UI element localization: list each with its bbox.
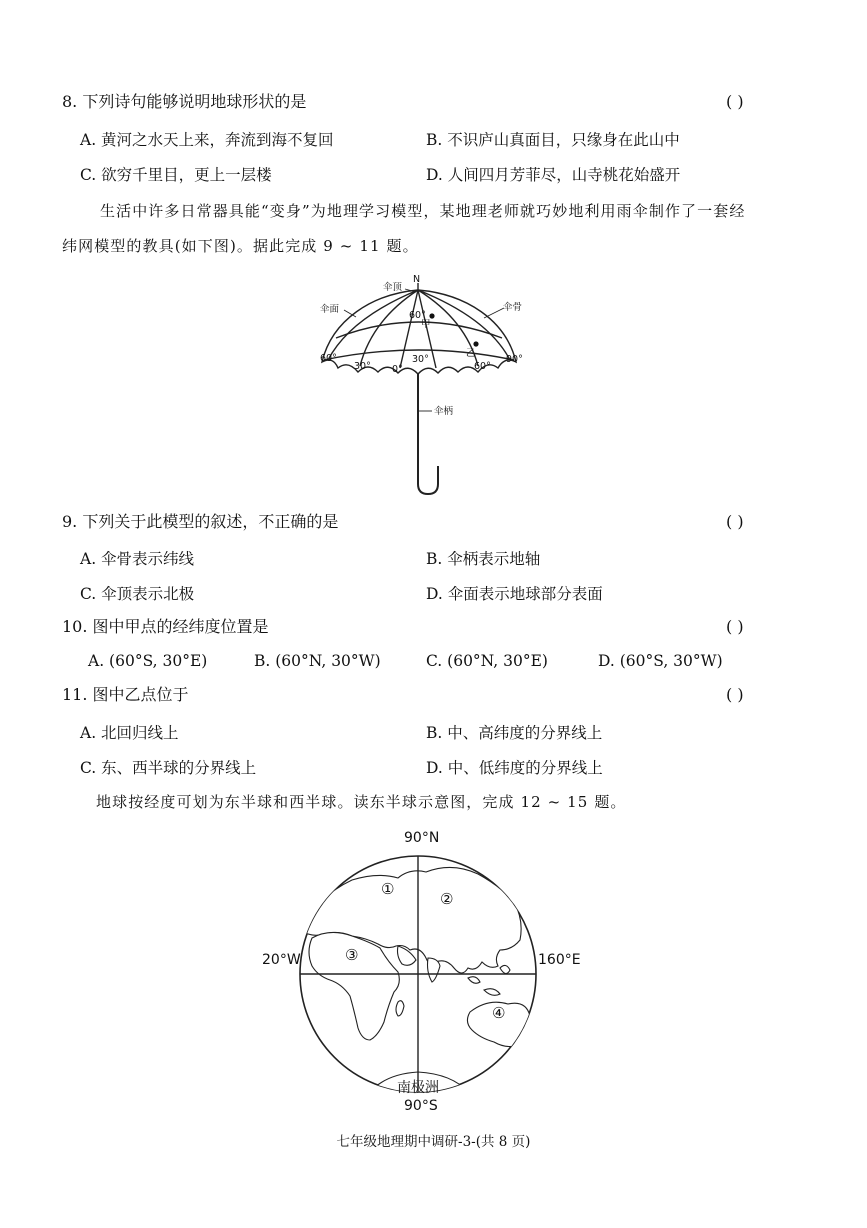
question-8-answer-bracket[interactable]: ( )	[726, 92, 744, 111]
north-pole-label: 90°N	[404, 830, 440, 846]
page-footer: 七年级地理期中调研-3-(共 8 页)	[336, 1134, 531, 1150]
question-9-answer-bracket[interactable]: ( )	[726, 512, 744, 531]
umbrella-hook	[418, 462, 438, 494]
region-marker-3: ③	[345, 946, 359, 964]
umbrella-rib-label: 伞骨	[503, 302, 523, 313]
question-10-option-d[interactable]: D. (60°S, 30°W)	[598, 652, 723, 670]
umbrella-handle-label: 伞柄	[434, 406, 454, 417]
west-20-label: 20°W	[262, 952, 301, 968]
umbrella-graticule-figure	[300, 265, 550, 500]
question-8-option-c[interactable]: C. 欲穷千里目，更上一层楼	[80, 166, 272, 184]
question-11-stem: 11. 图中乙点位于	[62, 685, 189, 704]
india-landmass	[428, 958, 441, 982]
question-10-option-a[interactable]: A. (60°S, 30°E)	[88, 652, 208, 670]
question-8-stem: 8. 下列诗句能够说明地球形状的是	[62, 92, 307, 111]
question-11-option-c[interactable]: C. 东、西半球的分界线上	[80, 759, 257, 777]
latitude-60-label: 60°	[409, 310, 426, 321]
point-jia	[429, 313, 434, 318]
point-jia-label: 甲	[421, 319, 431, 330]
longitude-60e-label: 60°	[474, 361, 491, 372]
longitude-90e-label: 90°	[506, 354, 523, 365]
intro-paragraph-line-2: 纬网模型的教具(如下图)。据此完成 9 ~ 11 题。	[62, 237, 419, 255]
question-9-option-d[interactable]: D. 伞面表示地球部分表面	[426, 585, 603, 603]
longitude-30e-label: 30°	[412, 354, 429, 365]
question-10-option-c[interactable]: C. (60°N, 30°E)	[426, 652, 548, 670]
region-marker-4: ④	[492, 1004, 506, 1022]
question-11-option-b[interactable]: B. 中、高纬度的分界线上	[426, 724, 603, 742]
question-9-option-a[interactable]: A. 伞骨表示纬线	[80, 550, 195, 568]
umbrella-top-label: 伞顶	[383, 282, 403, 293]
umbrella-face-label: 伞面	[320, 304, 340, 315]
antarctica-label: 南极洲	[397, 1080, 439, 1096]
question-11-option-a[interactable]: A. 北回归线上	[80, 724, 179, 742]
question-8-option-a[interactable]: A. 黄河之水天上来，奔流到海不复回	[80, 131, 334, 149]
latitude-line-60	[336, 322, 502, 338]
question-10-answer-bracket[interactable]: ( )	[726, 617, 744, 636]
question-11-answer-bracket[interactable]: ( )	[726, 685, 744, 704]
question-10-stem: 10. 图中甲点的经纬度位置是	[62, 617, 269, 636]
south-pole-label: 90°S	[404, 1098, 438, 1114]
madagascar-landmass	[396, 1001, 404, 1016]
region-marker-1: ①	[381, 880, 395, 898]
question-8-option-d[interactable]: D. 人间四月芳菲尽，山寺桃花始盛开	[426, 166, 681, 184]
longitude-0-label: 0°	[392, 364, 403, 375]
region-marker-2: ②	[440, 890, 454, 908]
question-9-stem: 9. 下列关于此模型的叙述，不正确的是	[62, 512, 339, 531]
question-10-option-b[interactable]: B. (60°N, 30°W)	[254, 652, 381, 670]
question-9-option-c[interactable]: C. 伞顶表示北极	[80, 585, 195, 603]
north-label: N	[413, 274, 421, 285]
southeast-asia-islands	[468, 965, 510, 995]
longitude-60w-label: 60°	[320, 353, 337, 364]
point-yi-label: 乙	[466, 348, 476, 359]
eastern-hemisphere-figure	[255, 825, 595, 1145]
east-160-label: 160°E	[538, 952, 581, 968]
question-8-option-b[interactable]: B. 不识庐山真面目，只缘身在此山中	[426, 131, 680, 149]
longitude-30w-label: 30°	[354, 361, 371, 372]
intro-paragraph-line-1: 生活中许多日常器具能“变身”为地理学习模型，某地理老师就巧妙地利用雨伞制作了一套经	[100, 202, 746, 220]
intro-paragraph-2: 地球按经度可划为东半球和西半球。读东半球示意图，完成 12 ~ 15 题。	[96, 793, 627, 811]
question-9-option-b[interactable]: B. 伞柄表示地轴	[426, 550, 541, 568]
question-11-option-d[interactable]: D. 中、低纬度的分界线上	[426, 759, 603, 777]
point-yi	[473, 341, 478, 346]
